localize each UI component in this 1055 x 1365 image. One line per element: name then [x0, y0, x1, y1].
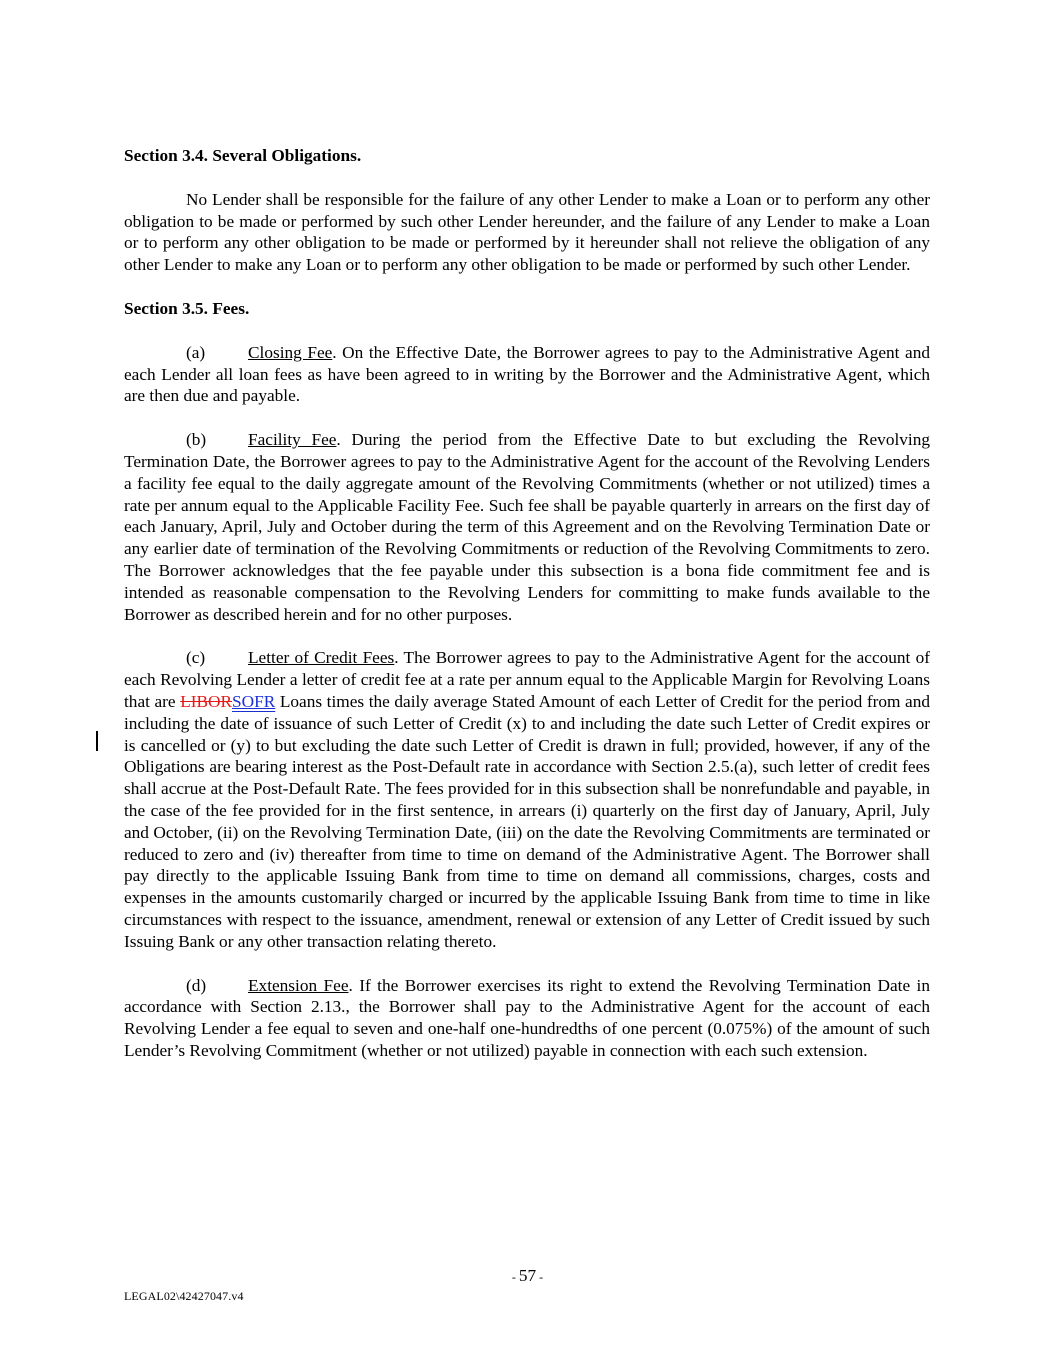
facility-fee-text: . During the period from the Effective Date to but excluding the Revolving Termination Date, the Borrower agrees to pay to the Administrative Agent for the account of the Revolving Lenders a facility fee equal to the daily aggregate amount of the Revolving Commitments (whether or not utilized) times a rate per annum equal to the Applicable Facility Fee. Such fee shall be payable quarterly in arrears on the first day of each January, April, July and October during the term of this Agreement and on the Revolving Termination Date or any earlier date of termination of the Revolving Commitments or reduction of the Revolving Commitments to zero. The Borrower acknowledges that the fee payable under this subsection is a bona fide commitment fee and is intended as reasonable compensation to the Revolving Lenders for committing to make funds available to the Borrower as described herein and for no other purposes.	[124, 430, 930, 624]
closing-fee-label: (a)	[186, 342, 206, 362]
page-number	[0, 1266, 1055, 1286]
letter-of-credit-fees-label: (c)	[186, 648, 206, 668]
letter-of-credit-fees-title: Letter of Credit Fees	[248, 648, 395, 668]
letter-of-credit-fees-text-after: Loans times the daily average Stated Amount of each Letter of Credit for the period from and including the date of issuance of such Letter of Credit (x) to and including the date such Letter of Credit expires or is cancelled or (y) to but excluding the date such Letter of Credit is drawn in full; provided, however, if any of the Obligations are bearing interest as the Post-Default rate in accordance with Section 2.5.(a), such letter of credit fees shall accrue at the Post-Default Rate. The fees provided for in this subsection shall be nonrefundable and payable, in the case of the fee provided for in the first sentence, in arrears (i) quarterly on the first day of January, April, July and October, (ii) on the Revolving Termination Date, (iii) on the date the Revolving Commitments are terminated or reduced to zero and (iv) thereafter from time to time on demand of the Administrative Agent. The Borrower shall pay directly to the applicable Issuing Bank from time to time on demand all commissions, charges, costs and expenses in the amounts customarily charged or incurred by the applicable Issuing Bank from time to time in like circumstances with respect to the issuance, amendment, renewal or extension of any Letter of Credit issued by such Issuing Bank or any other transaction relating thereto.	[124, 691, 930, 951]
page-number-value: 57	[518, 1266, 537, 1285]
section-3-5-heading: Section 3.5. Fees.	[124, 298, 250, 318]
inserted-text-sofr: SOFR	[232, 691, 276, 711]
page-content	[124, 145, 930, 1084]
facility-fee-paragraph	[124, 429, 930, 625]
facility-fee-title: Facility Fee	[248, 430, 337, 450]
section-3-4-body: No Lender shall be responsible for the failure of any other Lender to make a Loan or to perform any other obligation to be made or performed by such other Lender hereunder, and the failure of any Lender to make a Loan or to perform any other obligation to be made or performed by it hereunder shall not relieve the obligation of any other Lender to make any Loan or to perform any other obligation to be made or performed by such other Lender.	[124, 189, 930, 275]
extension-fee-paragraph	[124, 975, 930, 1062]
section-3-4-heading: Section 3.4. Several Obligations.	[124, 146, 362, 165]
facility-fee-label: (b)	[186, 430, 207, 450]
letter-of-credit-fees-text-before: . The Borrower agrees to pay to the Administrative Agent for the account of each Revolving Lender a letter of credit fee at a rate per annum equal to the Applicable Margin for Revolving Loans that are	[124, 648, 931, 711]
extension-fee-title: Extension Fee	[248, 975, 349, 995]
extension-fee-text: . If the Borrower exercises its right to extend the Revolving Termination Date in accordance with Section 2.13., the Borrower shall pay to the Administrative Agent for the account of each Revolving Lender a fee equal to seven and one-half one-hundredths of one percent (0.075%) of the amount of such Lender’s Revolving Commitment (whether or not utilized) payable in connection with each such extension.	[124, 975, 930, 1060]
letter-of-credit-fees-paragraph	[124, 647, 930, 952]
revision-change-bar	[96, 731, 98, 751]
document-id-footer: LEGAL02\42427047.v4	[124, 1289, 244, 1303]
page-number-dash-left: -	[511, 1270, 519, 1284]
closing-fee-text: . On the Effective Date, the Borrower agrees to pay to the Administrative Agent and each Lender all loan fees as have been agreed to in writing by the Borrower and the Administrative Agent, which are then due and payable.	[124, 342, 930, 406]
deleted-text-libor: LIBOR	[180, 691, 233, 711]
page-number-dash-right: -	[536, 1270, 544, 1284]
closing-fee-title: Closing Fee	[248, 342, 333, 362]
closing-fee-paragraph	[124, 342, 930, 407]
extension-fee-label: (d)	[186, 975, 207, 995]
